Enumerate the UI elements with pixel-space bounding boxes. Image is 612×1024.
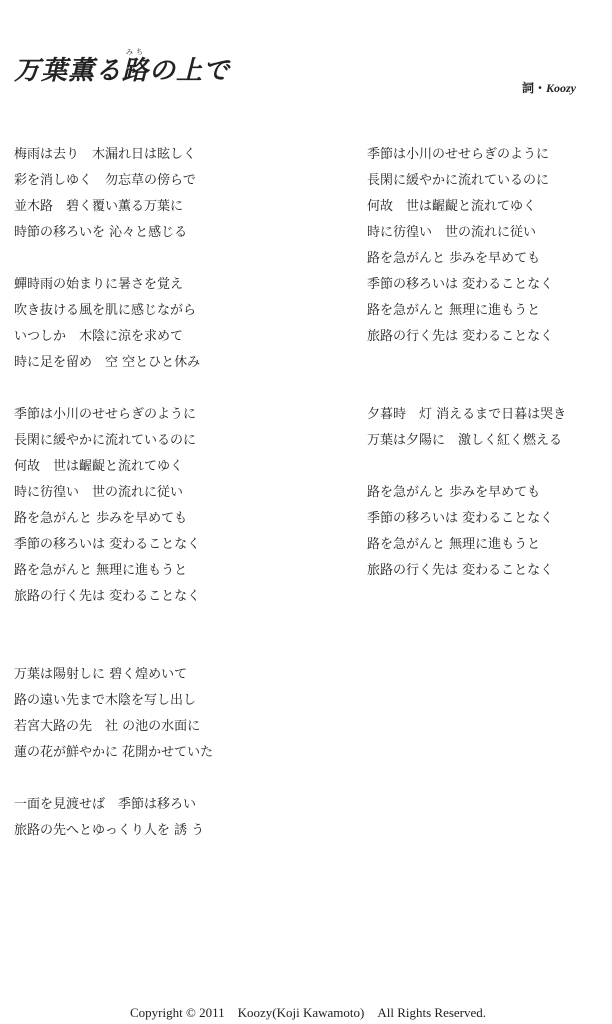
lyric-line: 時節の移ろいを 沁々と感じる (14, 225, 188, 240)
lyric-line: 何故 世は齷齪と流れてゆく (367, 199, 537, 214)
lyric-line: 吹き抜ける風を肌に感じながら (14, 303, 197, 318)
stanza (367, 142, 612, 350)
stanza (14, 402, 274, 610)
copyright-notice: Copyright © 2011 Koozy(Koji Kawamoto) All Rights Reserved. (130, 1005, 487, 1020)
lyric-line: 蓮の花が鮮やかに 花開かせていた (14, 745, 214, 760)
lyric-line: 旅路の先へとゆっくり人を 誘 う (14, 823, 205, 838)
lyric-line: 季節は小川のせせらぎのように (14, 407, 197, 422)
lyric-line: 旅路の行く先は 変わることなく (14, 589, 201, 604)
lyricist-credit (522, 79, 576, 96)
lyric-line: 一面を見渡せば 季節は移ろい (14, 797, 197, 812)
lyric-line: 季節の移ろいは 変わることなく (367, 277, 554, 292)
lyrics-left-column (14, 142, 274, 844)
lyric-line: 路を急がんと 歩みを早めても (367, 485, 541, 500)
lyric-line: 夕暮時 灯 消えるまで日暮は哭き (367, 407, 567, 422)
lyric-line: 路を急がんと 歩みを早めても (367, 251, 541, 266)
lyric-line: 並木路 碧く覆い薫る万葉に (14, 199, 184, 214)
stanza (14, 792, 274, 844)
lyric-line: 路の遠い先まで木陰を写し出し (14, 693, 197, 708)
lyric-line: 時に足を留め 空 空とひと休み (14, 355, 201, 370)
author-name: Koozy (546, 81, 576, 95)
lyric-line: 長閑に緩やかに流れているのに (367, 173, 550, 188)
lyric-line: 季節の移ろいは 変わることなく (14, 537, 201, 552)
lyric-line: 何故 世は齷齪と流れてゆく (14, 459, 184, 474)
lyric-line: 時に彷徨い 世の流れに従い (14, 485, 184, 500)
lyric-line: 梅雨は去り 木漏れ日は眩しく (14, 147, 197, 162)
lyric-line: 万葉は陽射しに 碧く煌めいて (14, 667, 188, 682)
lyric-line: 時に彷徨い 世の流れに従い (367, 225, 537, 240)
stanza (14, 662, 274, 766)
stanza (14, 272, 274, 376)
lyric-line: 季節は小川のせせらぎのように (367, 147, 550, 162)
lyric-line: 旅路の行く先は 変わることなく (367, 329, 554, 344)
lyric-line: 季節の移ろいは 変わることなく (367, 511, 554, 526)
lyric-line: 蟬時雨の始まりに暑さを覚え (14, 277, 184, 292)
lyric-line: 路を急がんと 無理に進もうと (14, 563, 188, 578)
title-ruby: みち (126, 48, 146, 56)
stanza (367, 480, 612, 584)
lyrics-right-column (367, 142, 612, 584)
stanza (367, 402, 612, 454)
lyric-line: 長閑に緩やかに流れているのに (14, 433, 197, 448)
stanza (14, 142, 274, 246)
author-prefix: 詞・ (521, 81, 546, 95)
lyric-line: いつしか 木陰に涼を求めて (14, 329, 184, 344)
lyric-line: 旅路の行く先は 変わることなく (367, 563, 554, 578)
lyric-line: 路を急がんと 無理に進もうと (367, 303, 541, 318)
lyric-line: 万葉は夕陽に 激しく紅く燃える (367, 433, 563, 448)
lyric-line: 路を急がんと 歩みを早めても (14, 511, 188, 526)
lyric-line: 路を急がんと 無理に進もうと (367, 537, 541, 552)
lyric-line: 若宮大路の先 社 の池の水面に (14, 719, 201, 734)
lyric-line: 彩を消しゆく 勿忘草の傍らで (14, 173, 196, 188)
song-title: 万葉薫る路の上で (14, 56, 231, 86)
